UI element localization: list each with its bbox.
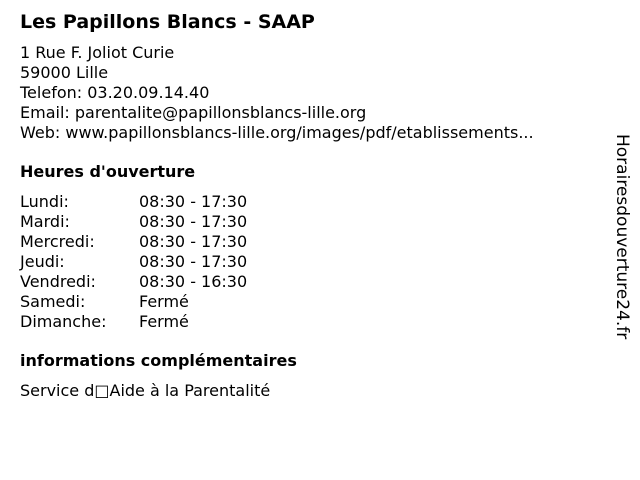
street-address: 1 Rue F. Joliot Curie	[20, 43, 175, 62]
email-line: Email: parentalite@papillonsblancs-lille.org	[20, 103, 367, 122]
phone-line: Telefon: 03.20.09.14.40	[20, 83, 210, 102]
additional-info-heading: informations complémentaires	[20, 351, 297, 370]
hours-row-tuesday	[20, 212, 600, 232]
hours-time: 08:30 - 17:30	[139, 212, 248, 231]
hours-day: Vendredi:	[20, 272, 96, 291]
hours-day: Jeudi:	[20, 252, 65, 271]
site-watermark: Horairesdouverture24.fr	[612, 134, 632, 340]
hours-row-thursday	[20, 252, 600, 272]
web-line: Web: www.papillonsblancs-lille.org/images/pdf/etablissements...	[20, 123, 534, 142]
hours-day: Mardi:	[20, 212, 70, 231]
hours-time: 08:30 - 17:30	[139, 252, 248, 271]
hours-row-wednesday	[20, 232, 600, 252]
city-line: 59000 Lille	[20, 63, 109, 82]
hours-day: Samedi:	[20, 292, 86, 311]
hours-time: 08:30 - 17:30	[139, 232, 248, 251]
hours-row-monday	[20, 192, 600, 212]
address-block	[20, 43, 600, 143]
page-title: Les Papillons Blancs - SAAP	[20, 11, 315, 33]
hours-time: 08:30 - 16:30	[139, 272, 248, 291]
opening-hours-heading: Heures d'ouverture	[20, 162, 196, 181]
hours-row-saturday	[20, 292, 600, 312]
hours-row-friday	[20, 272, 600, 292]
opening-hours-table	[20, 192, 600, 332]
hours-row-sunday	[20, 312, 600, 332]
hours-time: Fermé	[139, 292, 189, 311]
hours-time: 08:30 - 17:30	[139, 192, 248, 211]
hours-day: Dimanche:	[20, 312, 107, 331]
hours-day: Lundi:	[20, 192, 69, 211]
additional-info-text: Service d□Aide à la Parentalité	[20, 381, 271, 400]
listing-card	[20, 10, 600, 401]
hours-day: Mercredi:	[20, 232, 95, 251]
hours-time: Fermé	[139, 312, 189, 331]
